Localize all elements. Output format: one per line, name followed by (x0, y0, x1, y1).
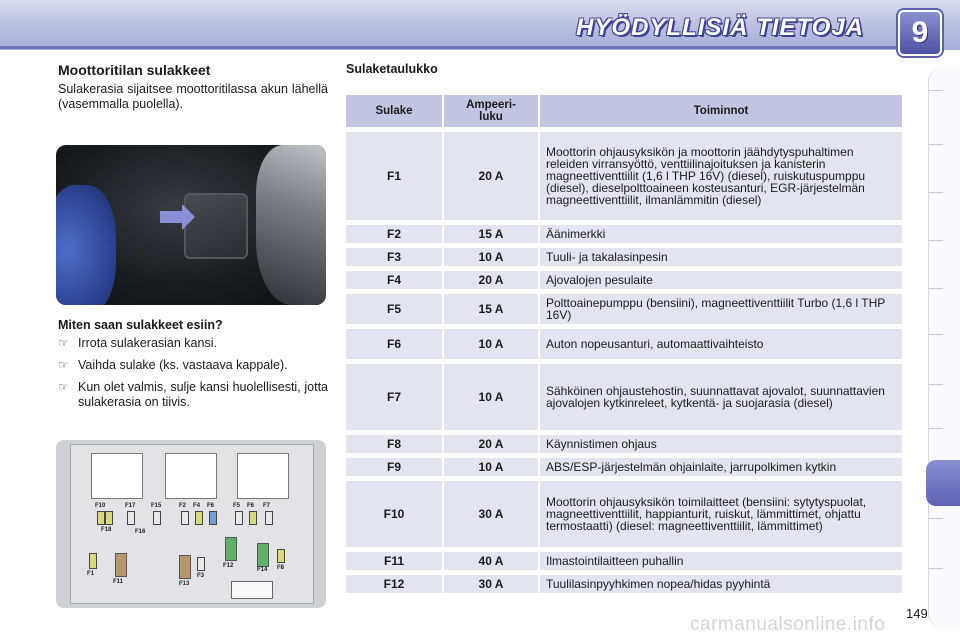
function-cell: Ilmastointilaitteen puhallin (540, 552, 902, 570)
relay (257, 543, 269, 567)
list-item (58, 358, 328, 373)
fuse (89, 553, 97, 569)
fuse (277, 549, 285, 563)
header-cell-amperage: Ampeeri- luku (444, 95, 538, 127)
fuse (197, 557, 205, 571)
fuse (97, 511, 105, 525)
header-cell-functions: Toiminnot (540, 95, 902, 127)
arrow-icon (160, 211, 184, 223)
fuse (265, 511, 273, 525)
side-tab-divider (929, 192, 943, 193)
amperage-cell: 30 A (444, 481, 538, 547)
fuse (105, 511, 113, 525)
fuse-label: F18 (101, 527, 112, 533)
fuse-table (344, 90, 904, 598)
function-cell: Sähköinen ohjaustehostin, suunnattavat ajovalot, suunnattavien ajovalojen kytkinreleet, kytkentä- ja suojarasia (diesel) (540, 364, 902, 430)
table-row (346, 458, 902, 476)
fuse-label: F11 (113, 579, 124, 585)
fuse-label: F17 (125, 503, 136, 509)
fuse-cell: F2 (346, 225, 442, 243)
fuse (195, 511, 203, 525)
amperage-cell: 10 A (444, 329, 538, 359)
step-text: Vaihda sulake (ks. vastaava kappale). (78, 358, 288, 372)
fuse (209, 511, 217, 525)
function-cell: ABS/ESP-järjestelmän ohjainlaite, jarrupolkimen kytkin (540, 458, 902, 476)
side-tab-divider (929, 568, 943, 569)
fuse-label: F5 (233, 503, 241, 509)
fuse-cell: F11 (346, 552, 442, 570)
table-row (346, 271, 902, 289)
side-tab-divider (929, 384, 943, 385)
fuse-label: F16 (135, 529, 146, 535)
chapter-badge: 9 (898, 10, 942, 56)
amperage-cell: 30 A (444, 575, 538, 593)
table-row (346, 225, 902, 243)
side-tab-divider (929, 428, 943, 429)
side-tab-divider (929, 90, 943, 91)
fuse (249, 511, 257, 525)
pointing-hand-icon: ☞ (58, 380, 69, 394)
watermark: carmanualsonline.info (690, 614, 886, 635)
table-header-row (346, 95, 902, 127)
steps-list (58, 336, 328, 417)
fuse-label: F8 (277, 565, 285, 571)
table-title: Sulaketaulukko (346, 62, 438, 76)
pointing-hand-icon: ☞ (58, 358, 69, 372)
amperage-cell: 10 A (444, 458, 538, 476)
fuse-cell: F7 (346, 364, 442, 430)
fuse-cell: F6 (346, 329, 442, 359)
fuse-label: F14 (257, 567, 268, 573)
list-item (58, 380, 328, 410)
side-tab-divider (929, 334, 943, 335)
relay-slot (165, 453, 217, 499)
function-cell: Auton nopeusanturi, automaattivaihteisto (540, 329, 902, 359)
side-tab-active[interactable] (926, 460, 960, 506)
side-tab-divider (929, 144, 943, 145)
fuse-label: F13 (179, 581, 190, 587)
amperage-cell: 10 A (444, 248, 538, 266)
fuse-label: F10 (95, 503, 106, 509)
fuse-label: F3 (197, 573, 205, 579)
fuse-cell: F10 (346, 481, 442, 547)
header-cell-fuse: Sulake (346, 95, 442, 127)
amperage-cell: 40 A (444, 552, 538, 570)
pointing-hand-icon: ☞ (58, 336, 69, 350)
car-body-edge (56, 185, 116, 305)
step-text: Kun olet valmis, sulje kansi huolellisesti, jotta sulakerasia on tiivis. (78, 380, 328, 409)
fuse-cell: F3 (346, 248, 442, 266)
engine-bay-photo (56, 145, 326, 305)
table-row (346, 132, 902, 220)
fuse-label: F6 (247, 503, 255, 509)
fuse-panel (70, 444, 314, 604)
amperage-cell: 20 A (444, 271, 538, 289)
fuse (153, 511, 161, 525)
relay (225, 537, 237, 561)
table-row (346, 575, 902, 593)
side-tabs (928, 68, 960, 628)
intro-text: Sulakerasia sijaitsee moottoritilassa akun lähellä (vasemmalla puolella). (58, 82, 328, 111)
amperage-cell: 20 A (444, 435, 538, 453)
function-cell: Polttoainepumppu (bensiini), magneettiventtiilit Turbo (1,6 l THP 16V) (540, 294, 902, 324)
function-cell: Tuuli- ja takalasinpesin (540, 248, 902, 266)
fuse (235, 511, 243, 525)
side-tab-divider (929, 240, 943, 241)
section-heading: Moottoritilan sulakkeet (58, 62, 211, 78)
function-cell: Käynnistimen ohjaus (540, 435, 902, 453)
fuse-cell: F4 (346, 271, 442, 289)
function-cell: Tuulilasinpyyhkimen nopea/hidas pyyhintä (540, 575, 902, 593)
fuse-label: F1 (87, 571, 95, 577)
function-cell: Moottorin ohjausyksikön toimilaitteet (bensiini: sytytyspuolat, magneettiventtiilit, happianturit, ruiskut, lämmittimet, ohjattu termostaatti) (diesel: magneettiventtiilit, lämmittimet) (540, 481, 902, 547)
table-row (346, 248, 902, 266)
side-tab-divider (929, 288, 943, 289)
relay (115, 553, 127, 577)
table-row (346, 481, 902, 547)
list-item (58, 336, 328, 351)
fuse-label: F7 (263, 503, 271, 509)
fuse-cell: F12 (346, 575, 442, 593)
fuse-label: F6 (207, 503, 215, 509)
amperage-cell: 15 A (444, 294, 538, 324)
page-number: 149 (906, 606, 928, 621)
amperage-cell: 20 A (444, 132, 538, 220)
fuse-cell: F8 (346, 435, 442, 453)
amperage-cell: 10 A (444, 364, 538, 430)
fuse-label: F4 (193, 503, 201, 509)
amperage-cell: 15 A (444, 225, 538, 243)
fuse-diagram (56, 440, 326, 608)
fuse (181, 511, 189, 525)
relay-slot (237, 453, 289, 499)
fuse (127, 511, 135, 525)
step-text: Irrota sulakerasian kansi. (78, 336, 217, 350)
side-tab-divider (929, 518, 943, 519)
function-cell: Moottorin ohjausyksikön ja moottorin jäähdytyspuhaltimen releiden virransyöttö, venttiilinajoituksen ja kanisterin magneettiventtiilit (1,6 l THP 16V) (diesel), ruiskutuspumppu (diesel), dieselpolttoaineen kosteusanturi, EGR-järjestelmän magneettiventtiilit, ilmanlämmitin (diesel) (540, 132, 902, 220)
fuse-label: F2 (179, 503, 187, 509)
fuse-cell: F1 (346, 132, 442, 220)
fuse-cell: F9 (346, 458, 442, 476)
fuse-label: F15 (151, 503, 162, 509)
relay-slot (91, 453, 143, 499)
header-rule (0, 46, 900, 49)
fuse-label: F12 (223, 563, 234, 569)
table-row (346, 294, 902, 324)
page-title: HYÖDYLLISIÄ TIETOJA (576, 14, 864, 41)
function-cell: Äänimerkki (540, 225, 902, 243)
sub-heading: Miten saan sulakkeet esiin? (58, 318, 223, 332)
car-body-right (256, 145, 326, 305)
table-row (346, 435, 902, 453)
maxi-fuse-slot (231, 581, 273, 599)
fuse-cell: F5 (346, 294, 442, 324)
function-cell: Ajovalojen pesulaite (540, 271, 902, 289)
table-row (346, 329, 902, 359)
table-row (346, 552, 902, 570)
table-row (346, 364, 902, 430)
relay (179, 555, 191, 579)
